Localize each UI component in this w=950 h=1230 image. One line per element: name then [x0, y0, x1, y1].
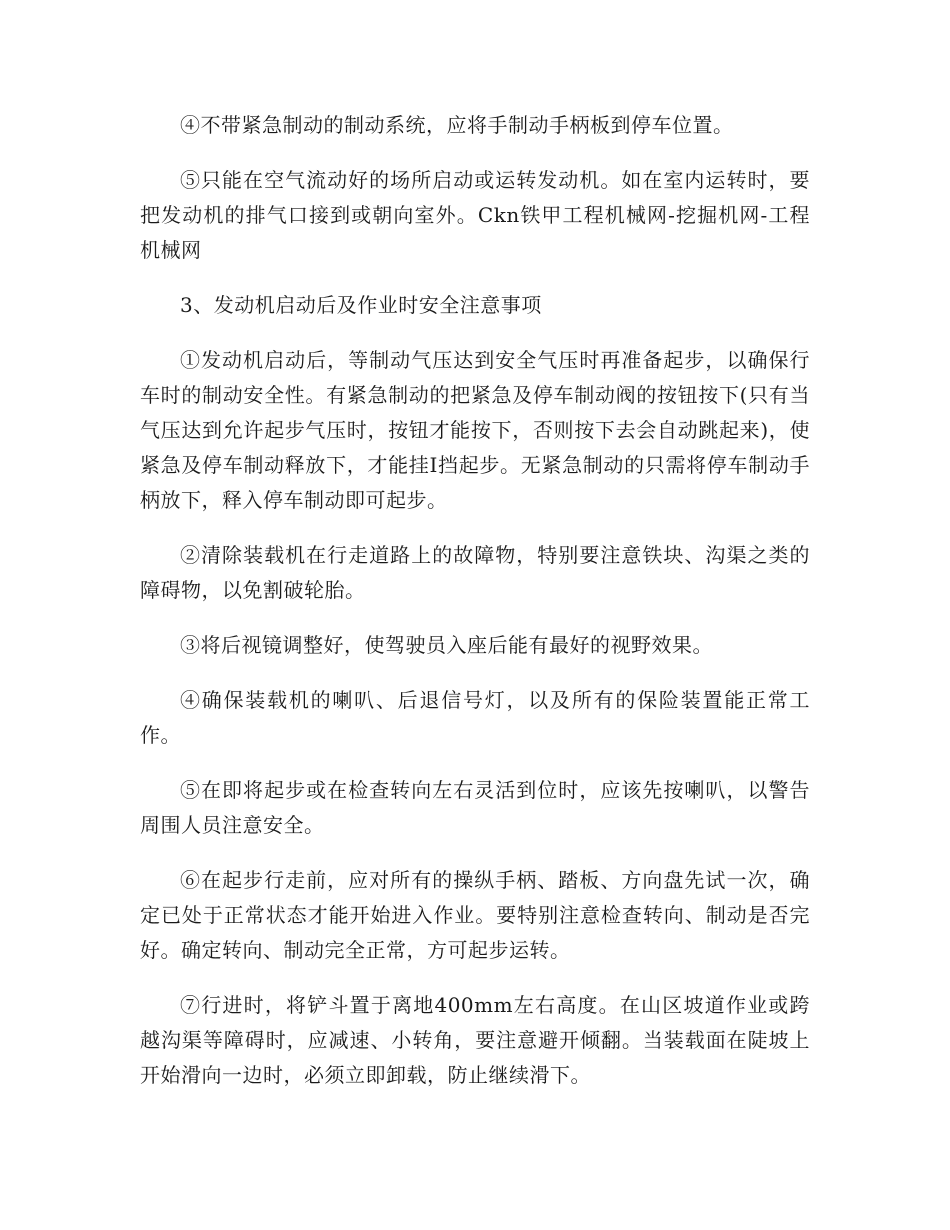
paragraph-clear-road: ②清除装载机在行走道路上的故障物，特别要注意铁块、沟渠之类的障碍物，以免割破轮胎。 [140, 543, 810, 602]
section-heading: 3、发动机启动后及作业时安全注意事项 [180, 293, 542, 317]
paragraph-brake-system: ④不带紧急制动的制动系统，应将手制动手柄板到停车位置。 [180, 113, 734, 137]
paragraph-control-test: ⑥在起步行走前，应对所有的操纵手柄、踏板、方向盘先试一次，确定已处于正常状态才能开始进入作业。要特别注意检查转向、制动是否完好。确定转向、制动完全正常，方可起步运转。 [140, 868, 810, 962]
paragraph-engine-ventilation: ⑤只能在空气流动好的场所启动或运转发动机。如在室内运转时，要把发动机的排气口接到或朝向室外。Ckn铁甲工程机械网-挖掘机网-工程机械网 [140, 168, 810, 262]
paragraph-mirror: ③将后视镜调整好，使驾驶员入座后能有最好的视野效果。 [180, 633, 713, 657]
paragraph-horn-warning: ⑤在即将起步或在检查转向左右灵活到位时，应该先按喇叭，以警告周围人员注意安全。 [140, 778, 810, 837]
paragraph-horn-signals: ④确保装载机的喇叭、后退信号灯，以及所有的保险装置能正常工作。 [140, 688, 810, 747]
paragraph-bucket-height: ⑦行进时，将铲斗置于离地400mm左右高度。在山区坡道作业或跨越沟渠等障碍时，应减速、小转角，要注意避开倾翻。当装载面在陡坡上开始滑向一边时，必须立即卸载，防止继续滑下。 [140, 993, 810, 1087]
paragraph-startup-brake: ①发动机启动后，等制动气压达到安全气压时再准备起步，以确保行车时的制动安全性。有紧急制动的把紧急及停车制动阀的按钮按下(只有当气压达到允许起步气压时，按钮才能按下，否则按下去会自动跳起来)，使紧急及停车制动释放下，才能挂I挡起步。无紧急制动的只需将停车制动手柄放下，释入停车制动即可起步。 [140, 348, 810, 512]
